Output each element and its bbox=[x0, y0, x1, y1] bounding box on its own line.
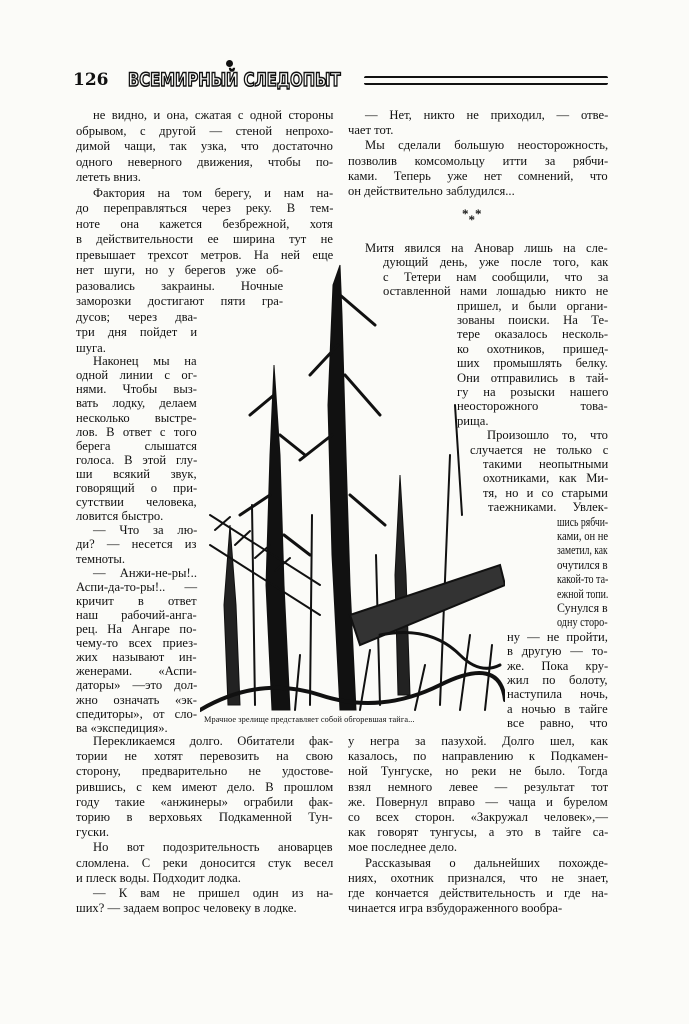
text-line: ну — не пройти, bbox=[507, 629, 608, 644]
text-line: заметил, как bbox=[557, 543, 608, 558]
text-line: димой чащи, так узка, что достаточно bbox=[76, 139, 333, 153]
fallen-log bbox=[350, 565, 505, 645]
text-line: лететь вниз. bbox=[76, 170, 141, 184]
text-line: сутствии человека, bbox=[76, 495, 197, 510]
section-break: *** bbox=[462, 206, 482, 227]
text-line: в действительности ее ширина тут не bbox=[76, 232, 333, 246]
tree-trunk bbox=[328, 265, 356, 710]
text-line: в другую — то- bbox=[507, 644, 608, 659]
text-line: — Анжи-не-ры!.. bbox=[93, 565, 197, 580]
text-line: ноте она кажется безбрежной, хотя bbox=[76, 216, 333, 231]
text-line: со всех сторон. «Закружал человек»,— bbox=[348, 810, 608, 824]
text-line: тя, но и со старыми bbox=[483, 485, 608, 500]
text-line: неосторожного това- bbox=[457, 399, 608, 414]
text-line: наш рабочий-анга- bbox=[76, 607, 197, 622]
text-line: Они отправились в тай- bbox=[457, 370, 609, 385]
tree-trunk bbox=[224, 525, 240, 705]
text-line: кричит в ответ bbox=[76, 593, 197, 608]
text-line: у негра за пазухой. Долго шел, как bbox=[348, 734, 608, 748]
text-line: и плеск воды. Подходит лодка. bbox=[76, 870, 241, 885]
text-line: Аспи-да-то-ры!.. — bbox=[76, 579, 198, 594]
text-line: торию в верховьях Подкаменной Тун- bbox=[76, 810, 333, 824]
logo-ornament bbox=[226, 60, 233, 67]
illustration-caption: Мрачное зрелище представляет собой обгоревшая тайга... bbox=[204, 715, 415, 724]
text-line: ди? — несется из bbox=[76, 537, 197, 552]
text-line: рец. На Ангаре по- bbox=[76, 622, 197, 636]
text-line: одной линии с ог- bbox=[76, 368, 198, 383]
text-line: заморозки достигают пяти гра- bbox=[76, 294, 284, 308]
text-line: три дня пойдет и bbox=[76, 325, 198, 339]
text-line: все равно, что bbox=[507, 716, 608, 731]
text-line: гу на розыски нашего bbox=[457, 385, 609, 399]
text-line: Произошло то, что bbox=[487, 428, 608, 443]
text-line: а ночью в тайге bbox=[507, 701, 608, 716]
text-line: чинается игра взбудораженного вообра- bbox=[348, 901, 563, 916]
text-line: дусов; через два- bbox=[76, 309, 198, 324]
text-line: ловится быстро. bbox=[76, 509, 164, 524]
text-line: Рассказывая о дальнейших похожде- bbox=[365, 855, 608, 870]
text-line: случается не только с bbox=[470, 442, 609, 457]
text-line: какой-то та- bbox=[557, 572, 609, 587]
text-line: тере оказалось несколь- bbox=[457, 327, 609, 342]
text-line: ниях, охотник признался, что не знает, bbox=[348, 870, 609, 885]
text-line: пришел, и были органи- bbox=[457, 298, 608, 313]
text-line: зованы поиски. На Те- bbox=[457, 313, 609, 327]
text-line: Фактория на том берегу, и нам на- bbox=[93, 185, 334, 200]
text-line: же. Пока кру- bbox=[507, 658, 609, 673]
text-line: ши всякий звук, bbox=[76, 466, 197, 481]
text-line: жил по болоту, bbox=[507, 673, 608, 687]
text-line: жих называют ин- bbox=[76, 650, 197, 665]
text-line: говорящий о при- bbox=[76, 481, 198, 495]
text-line: ших? — задаем вопрос человеку в лодке. bbox=[76, 901, 297, 916]
text-line: как говорят тунгусы, а это в тайге са- bbox=[348, 825, 609, 840]
text-line: оставленной нами лошадью никто не bbox=[383, 284, 609, 299]
text-line: берега слышатся bbox=[76, 438, 197, 453]
text-line: мое последнее дело. bbox=[348, 840, 458, 855]
text-line: рища. bbox=[457, 413, 489, 428]
text-line: — Что за лю- bbox=[93, 523, 198, 538]
text-line: Наконец мы на bbox=[93, 354, 197, 369]
text-line: сломлена. С реки доносится стук весел bbox=[76, 855, 334, 870]
text-line: одну сторо- bbox=[557, 615, 608, 630]
text-line: Сунулся в bbox=[557, 601, 608, 615]
text-line: тории не хотят перевозить на свою bbox=[76, 749, 333, 764]
text-line: даторы» —это дол- bbox=[76, 678, 198, 693]
text-line: ками. Теперь уже нет сомнений, что bbox=[348, 168, 608, 183]
text-line: где кончается действительность и где на- bbox=[348, 886, 608, 900]
text-line: он действительно заблудился... bbox=[348, 184, 515, 198]
text-line: до переправляться через реку. В тем- bbox=[76, 201, 334, 215]
text-line: чает тот. bbox=[348, 123, 394, 138]
text-line: же. Повернул вправо — чаща и бурелом bbox=[348, 794, 608, 809]
text-line: шуга. bbox=[76, 340, 106, 355]
text-line: несколько выстре- bbox=[76, 410, 197, 425]
text-line: голоса. В этой глу- bbox=[76, 452, 198, 467]
text-line: спедиторы», от сло- bbox=[76, 706, 198, 721]
text-line: лов. В ответ с того bbox=[76, 424, 197, 439]
magazine-logo bbox=[108, 68, 360, 92]
text-line: Перекликаемся долго. Обитатели фак- bbox=[93, 734, 334, 748]
text-line: таежниками. Увлек- bbox=[488, 500, 609, 515]
text-line: превышает трехсот метров. На ней еще bbox=[76, 247, 334, 262]
text-line: с Тетери нам сообщили, что за bbox=[383, 269, 609, 284]
header-rule bbox=[364, 76, 608, 85]
text-line: году такие «анжинеры» ограбили фак- bbox=[76, 794, 333, 809]
text-line: казалось, по направлению к Подкамен- bbox=[348, 749, 609, 764]
tree-trunk bbox=[395, 475, 410, 695]
text-line: шись рябчи- bbox=[557, 514, 609, 529]
text-line: позволив комсомольцу итти за рябчи- bbox=[348, 153, 609, 168]
text-line: нями. Чтобы выз- bbox=[76, 382, 197, 397]
text-line: вать лодку, делаем bbox=[76, 396, 197, 411]
text-line: рившись, с кем имеют дело. В прошлом bbox=[76, 779, 334, 794]
text-line: ших промышлять белку. bbox=[457, 356, 608, 371]
text-line: ва «экспедиция». bbox=[76, 720, 168, 735]
text-line: гуски. bbox=[76, 825, 110, 840]
text-line: наступила ночь, bbox=[507, 687, 608, 702]
magazine-title: ВСЕМИРНЫЙ СЛЕДОПЫТ bbox=[127, 69, 341, 91]
text-line: Мы сделали большую неосторожность, bbox=[365, 138, 609, 153]
text-line: жно означать «эк- bbox=[76, 692, 197, 707]
text-line: женерами. «Аспи- bbox=[76, 664, 197, 679]
text-line: разовались закраины. Ночные bbox=[76, 278, 284, 293]
text-line: такими неопытными bbox=[483, 457, 609, 471]
text-line: сторону, предварительно не удостове- bbox=[76, 764, 334, 779]
page-number: 126 bbox=[73, 70, 109, 90]
text-line: взял немного левее — результат тот bbox=[348, 779, 609, 794]
text-line: обрывом, с другой — стеной непрохо- bbox=[76, 123, 334, 138]
text-line: темноты. bbox=[76, 551, 126, 566]
text-line: — К вам не пришел один из на- bbox=[93, 886, 334, 900]
text-line: Но вот подозрительность ановарцев bbox=[93, 840, 333, 855]
text-line: ками, он не bbox=[557, 529, 609, 543]
text-line: нет шуги, но у берегов уже об- bbox=[76, 263, 284, 277]
text-line: ной Тунгуске, но реки не было. Тогда bbox=[348, 764, 608, 779]
text-line: не видно, и она, сжатая с одной стороны bbox=[93, 108, 334, 122]
text-line: дующий день, уже после того, как bbox=[383, 255, 609, 270]
text-line: Митя явился на Ановар лишь на сле- bbox=[365, 241, 608, 255]
text-line: очутился в bbox=[557, 557, 608, 572]
text-line: ежной топи. bbox=[557, 586, 609, 601]
text-line: одного неверного движения, чтобы по- bbox=[76, 154, 334, 169]
text-line: чему-то всех приез- bbox=[76, 636, 198, 651]
text-line: охотниками, как Ми- bbox=[483, 471, 609, 486]
text-line: ко охотников, пришед- bbox=[457, 341, 609, 356]
text-line: — Нет, никто не приходил, — отве- bbox=[365, 108, 609, 122]
